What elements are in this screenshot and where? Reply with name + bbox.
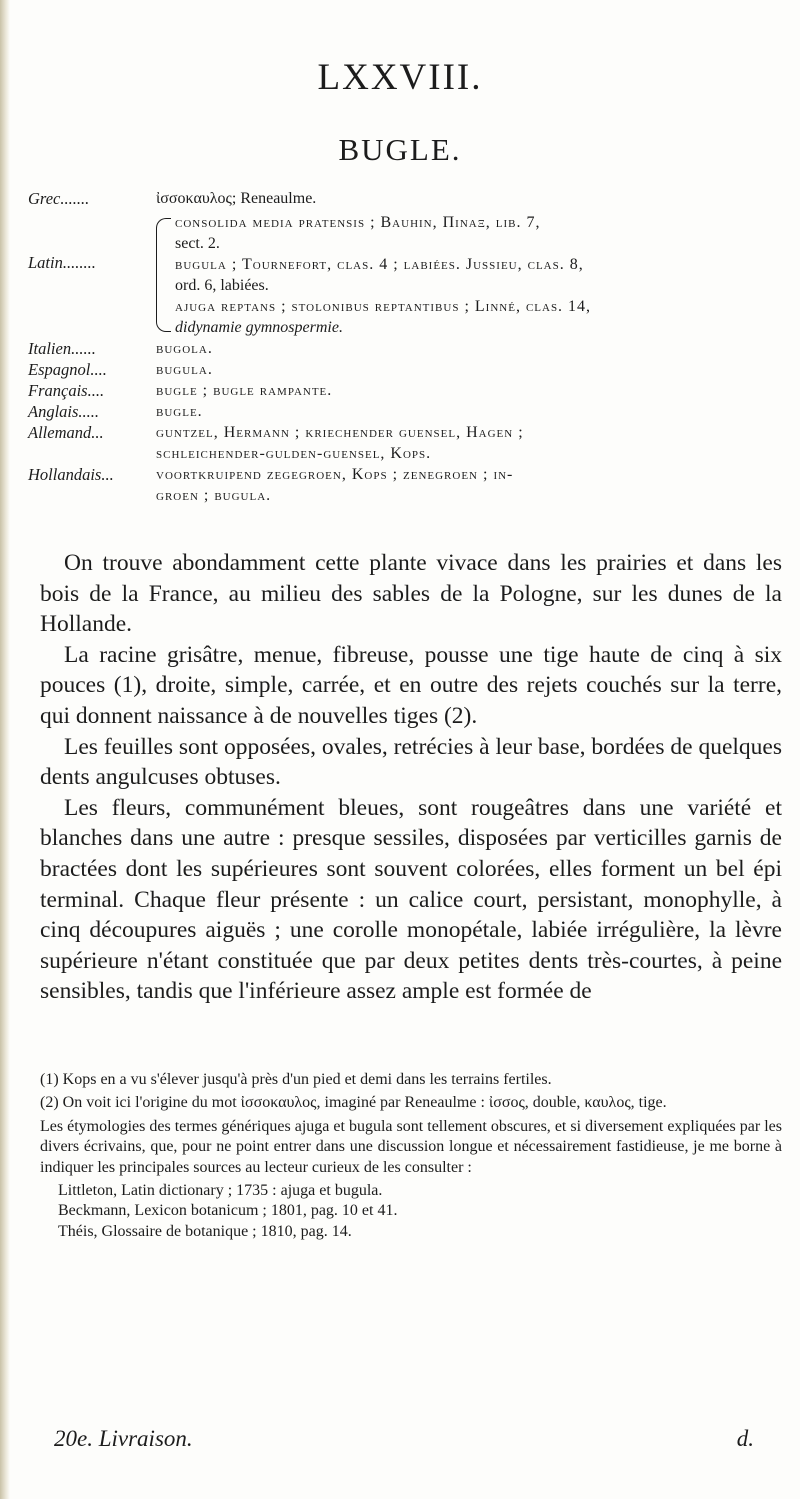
paragraph: Les feuilles sont opposées, ovales, retrécies à leur base, bordées de quelques dents angulcuses obtuses. bbox=[40, 733, 782, 791]
paragraph: On trouve abondamment cette plante vivace dans les prairies et dans les bois de la France, au milieu des sables de la Pologne, sur les dunes de la Hollande. bbox=[40, 550, 782, 638]
footnote-2: (2) On voit ici l'origine du mot ἰσσοκαυλος, imaginé par Reneaulme : ἰσσος, double, καυλος, tige. bbox=[40, 1094, 667, 1112]
synonym-row-french bbox=[28, 380, 778, 401]
page-binding-shadow bbox=[0, 0, 10, 1499]
footnotes bbox=[40, 1070, 782, 1242]
synonym-line: bugula ; Tournefort, clas. 4 ; labiées. Jussieu, clas. 8, bbox=[175, 256, 584, 273]
brace-bracket bbox=[156, 218, 171, 332]
paragraph: Les fleurs, communément bleues, sont rougeâtres dans une variété et blanches dans une autre : presque sessiles, disposées par verticilles garnis de bractées dont les supérieures sont souvent colorées, elles forment un bel épi terminal. Chaque fleur présente : un calice court, persistant, monophylle, à cinq découpures aiguës ; une corolle monopétale, labiée irrégulière, la lèvre supérieure n'étant constituée que par deux petites dents très-courtes, à peine sensibles, tandis que l'inférieure assez ample est formée de bbox=[40, 794, 782, 1005]
synonym-line: ἰσσοκαυλος; Reneaulme. bbox=[156, 190, 317, 207]
main-text bbox=[40, 548, 782, 1007]
synonym-line: guntzel, Hermann ; kriechender guensel, Hagen ; bbox=[156, 424, 524, 441]
synonym-row-english bbox=[28, 401, 778, 422]
synonym-line: ord. 6, labiées. bbox=[175, 277, 269, 294]
signature-mark: 20e. Livraison. bbox=[54, 1426, 193, 1451]
language-label: Anglais..... bbox=[28, 402, 100, 421]
gathering-letter: d. bbox=[736, 1426, 754, 1451]
synonym-line: sect. 2. bbox=[175, 235, 220, 252]
synonym-line: consolida media pratensis ; Bauhin, Πιναξ, lib. 7, bbox=[175, 214, 541, 231]
language-label: Grec....... bbox=[28, 189, 90, 208]
synonym-list bbox=[28, 188, 778, 506]
language-label: Latin........ bbox=[28, 253, 96, 272]
footnote-etymology: Les étymologies des termes génériques ajuga et bugula sont tellement obscures, et si diversement expliquées par les divers écrivains, que, pour ne point entrer dans une discussion longue et nécessairement fastidieuse, je me borne à indiquer les principales sources au lecteur curieux de les consulter : bbox=[40, 1117, 782, 1176]
synonym-line: ajuga reptans ; stolonibus reptantibus ; Linné, clas. 14, bbox=[175, 298, 592, 315]
synonym-row-dutch bbox=[28, 464, 778, 506]
synonym-line: bugle. bbox=[156, 403, 203, 420]
language-label: Espagnol.... bbox=[28, 360, 107, 379]
paragraph: La racine grisâtre, menue, fibreuse, pousse une tige haute de cinq à six pouces (1), droite, simple, carrée, et en outre des rejets couchés sur la terre, qui donnent naissance à de nouvelles tiges (2). bbox=[40, 641, 782, 729]
reference-item: Beckmann, Lexicon botanicum ; 1801, pag. 10 et 41. bbox=[58, 1202, 398, 1220]
language-label: Italien...... bbox=[28, 339, 96, 358]
synonym-line: didynamie gymnospermie. bbox=[175, 319, 343, 336]
synonym-line: schleichender-gulden-guensel, Kops. bbox=[156, 445, 432, 462]
language-label: Français.... bbox=[28, 381, 105, 400]
synonym-line: bugula. bbox=[156, 361, 213, 378]
synonym-row-greek bbox=[28, 188, 778, 209]
synonym-line: groen ; bugula. bbox=[156, 487, 272, 504]
synonym-row-spanish bbox=[28, 359, 778, 380]
reference-item: Théis, Glossaire de botanique ; 1810, pag. 14. bbox=[58, 1222, 352, 1240]
language-label: Allemand... bbox=[28, 423, 104, 442]
synonym-row-latin bbox=[28, 212, 778, 338]
language-label: Hollandais... bbox=[28, 465, 114, 484]
footnote-1: (1) Kops en a vu s'élever jusqu'à près d'un pied et demi dans les terrains fertiles. bbox=[40, 1071, 552, 1088]
page-title: BUGLE. bbox=[338, 132, 462, 167]
synonym-row-italian bbox=[28, 338, 778, 359]
reference-item: Littleton, Latin dictionary ; 1735 : ajuga et bugula. bbox=[58, 1182, 383, 1200]
synonym-line: voortkruipend zegegroen, Kops ; zenegroen ; in- bbox=[156, 466, 514, 483]
synonym-row-german bbox=[28, 422, 778, 464]
synonym-line: bugola. bbox=[156, 340, 213, 357]
synonym-line: bugle ; bugle rampante. bbox=[156, 382, 333, 399]
plate-number: LXXVIII. bbox=[317, 57, 483, 98]
